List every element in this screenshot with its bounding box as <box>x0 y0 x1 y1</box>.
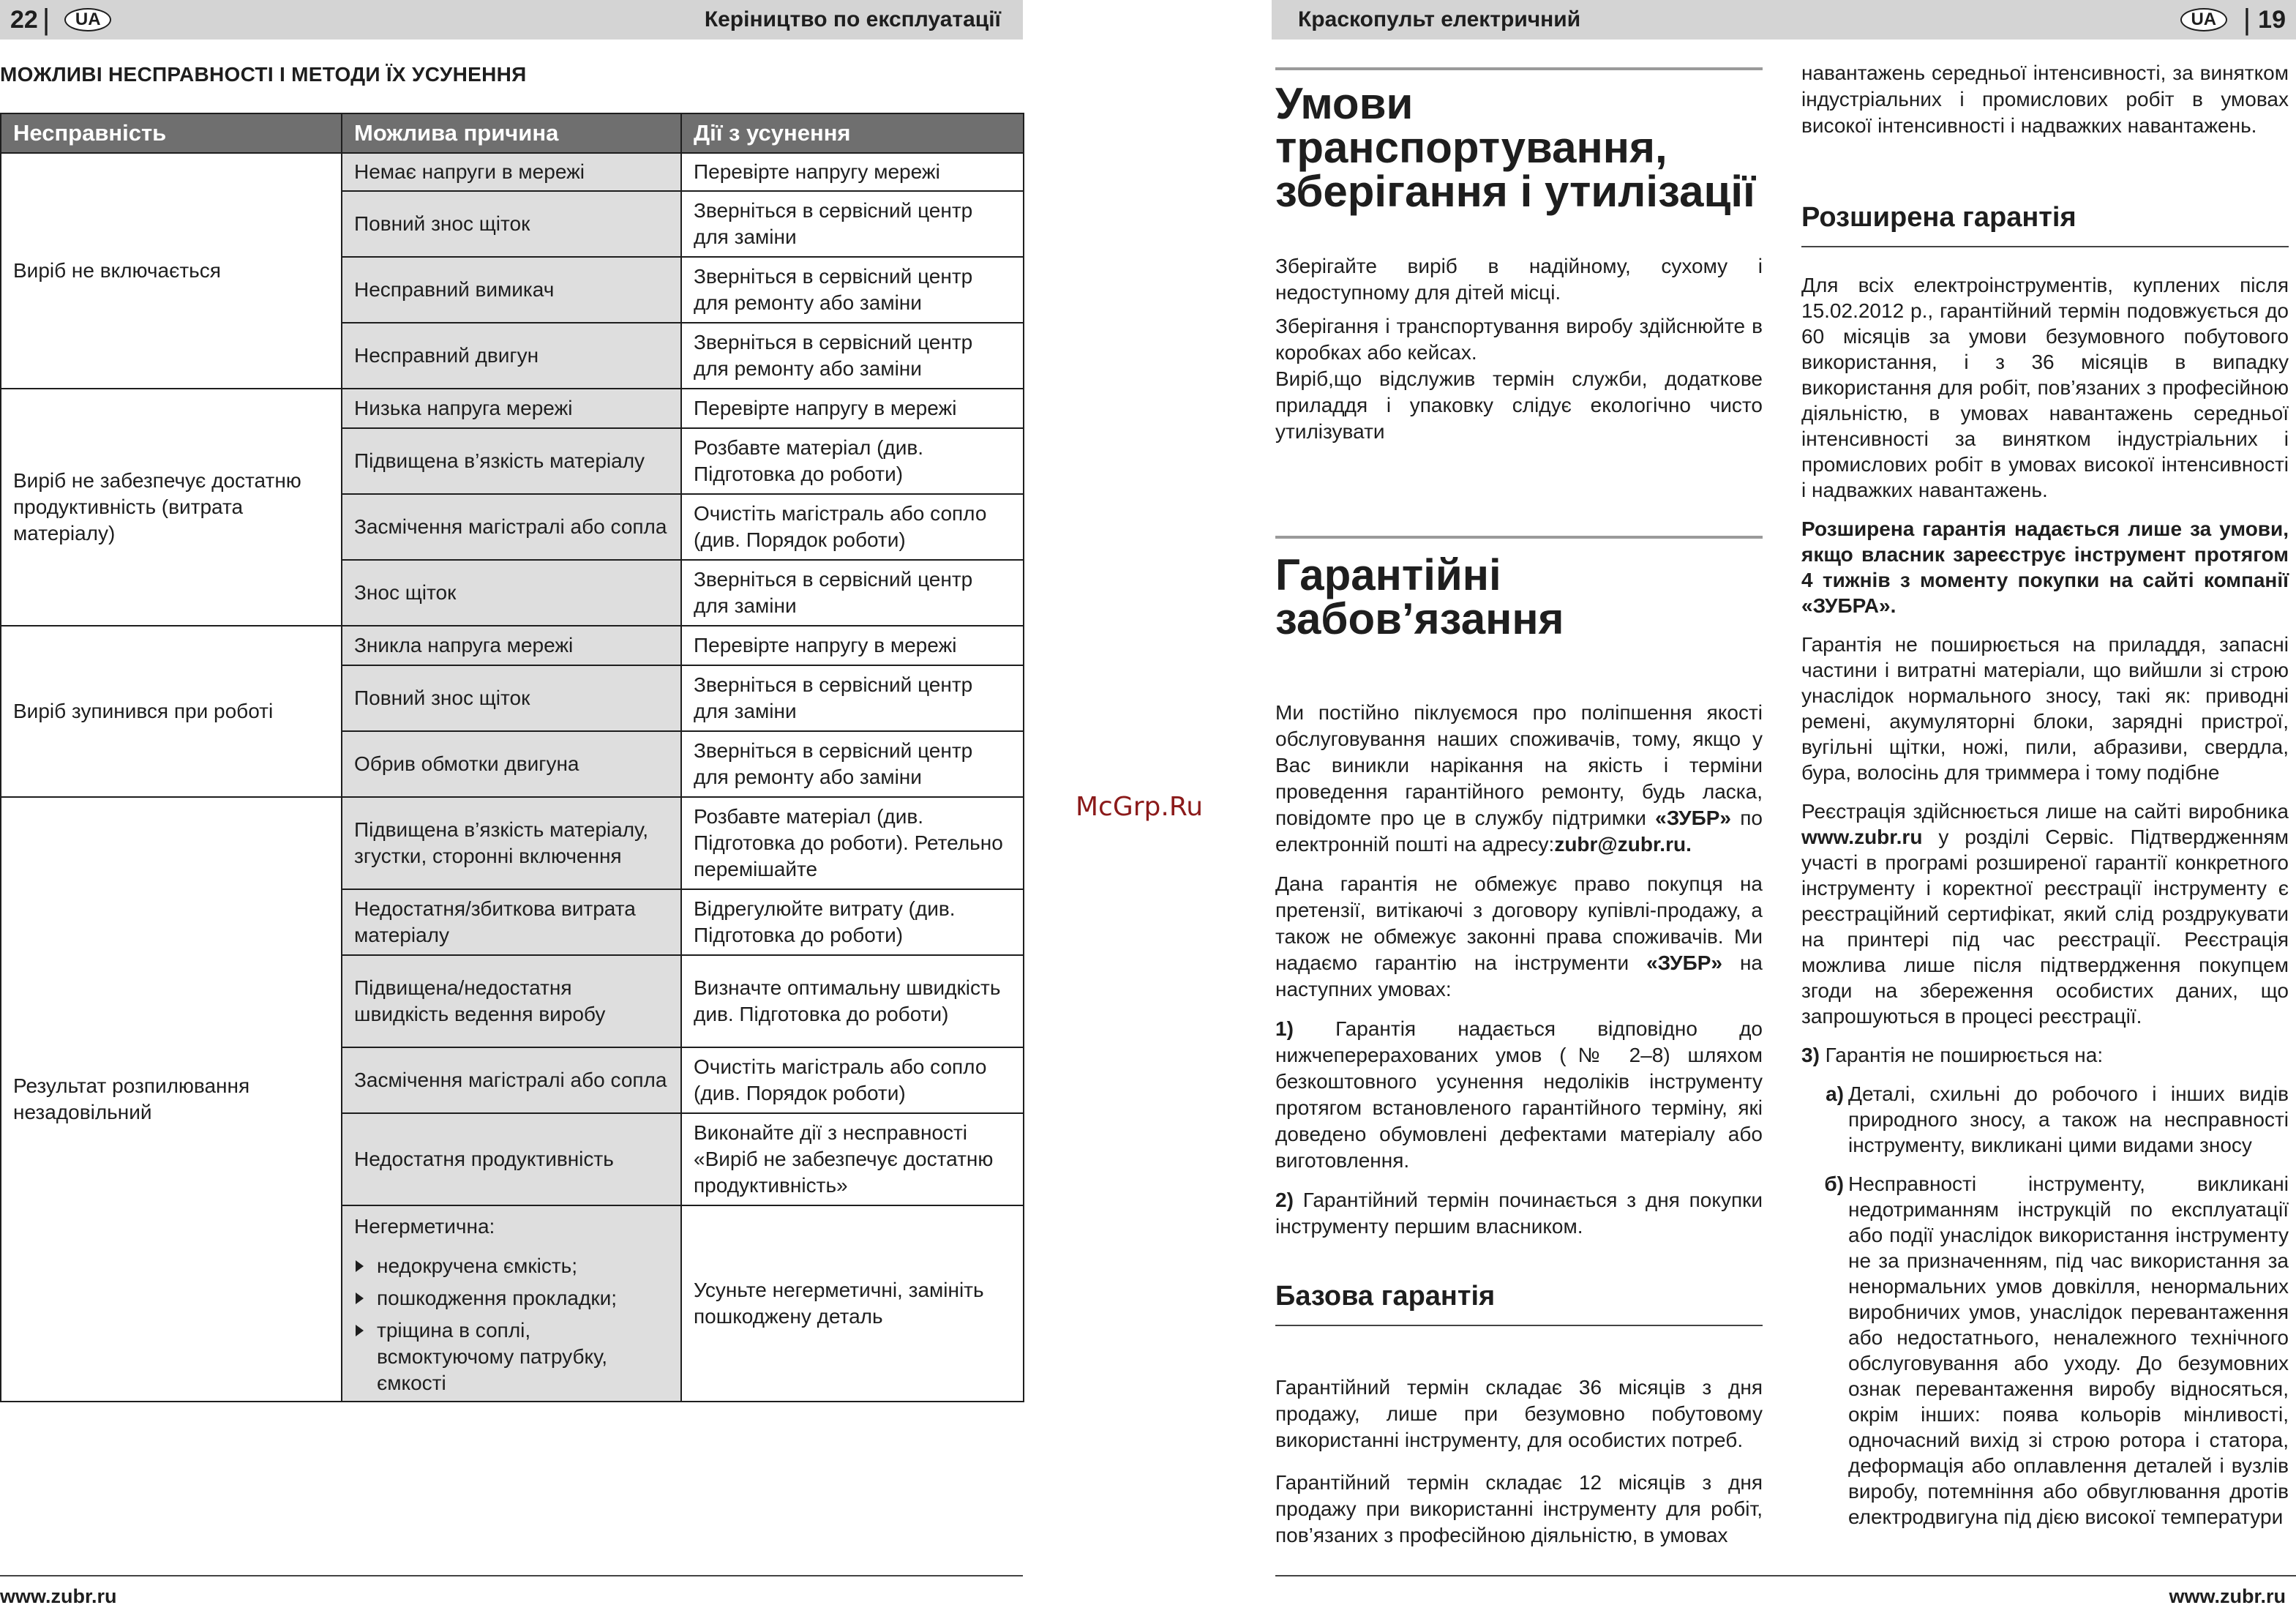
table-row <box>1 797 1024 889</box>
paragraph: Зберігайте виріб в надійному, сухому і недоступному для дітей місці. <box>1275 255 1763 304</box>
paragraph <box>1275 1187 1763 1240</box>
cause-cell: Підвищена в’язкість матеріалу <box>342 428 681 494</box>
cause-cell: Низька напруга мережі <box>342 389 681 428</box>
heading-base-warranty: Базова гарантія <box>1275 1281 1496 1312</box>
column-2-continuation <box>1801 60 2289 152</box>
paragraph <box>1275 700 1763 858</box>
heading-rule <box>1801 246 2289 247</box>
text-run: Гарантія надається відповідно до нижчеперерахованих умов (№ 2–8) шляхом безкоштовного усунення недоліків інструменту протягом встановленого гарантійного терміну, які доведено обумовлені дефектами матеріалу або виготовлення. <box>1275 1017 1763 1172</box>
paragraph <box>1275 871 1763 1003</box>
bullet-text: пошкодження прокладки; <box>377 1287 618 1309</box>
watermark: McGrp.Ru <box>1076 792 1204 822</box>
right-header-bar <box>1272 0 2296 40</box>
action-cell: Відрегулюйте витрату (див. Підготовка до роботи) <box>681 889 1024 955</box>
brand-name: «ЗУБР» <box>1646 951 1722 974</box>
list-text: Несправності інструменту, викликані недотриманням інструкцій по експлуатації або події унаслідок використання інструменту не за призначенням, під час використання за ненормальних умов довкілля, ненормальних виробничих умов, унаслідок перевантаження або недостатнього, неналежного технічного обслуговування або уходу. До безумовних ознак перевантаження виробу відносяться, окрім інших: поява кольорів мінливості, одночасний вихід зі строю ротора і статора, деформація або оплавлення деталей і вузлів виробу, потемніння або обвуглювання дротів електродвигуна під дією високої температури <box>1848 1172 2289 1528</box>
column-header-fault: Несправність <box>1 113 342 153</box>
action-cell: Зверніться в сервісний центр для заміни <box>681 191 1024 257</box>
base-warranty-text <box>1275 1374 1763 1562</box>
list-label: а) <box>1826 1082 1844 1105</box>
transport-text <box>1275 253 1763 458</box>
paragraph: Гарантія не поширюється на приладдя, запасні частини і витратні матеріали, що вийшли зі строю унаслідок нормального зносу, такі як: приводні ремені, акумуляторні блоки, зарядні пристрої, вугільні щітки, ножі, пили, абразиви, свердла, бура, волосінь для триммера і тому подібне <box>1801 633 2289 784</box>
text-run: Гарантійний термін починається з дня покупки інструменту першим власником. <box>1275 1189 1763 1238</box>
footer-rule <box>1275 1575 2296 1576</box>
paragraph: Гарантійний термін складає 36 місяців з дня продажу, лише при безумовно побутовому використанні інструменту, для особистих потреб. <box>1275 1376 1763 1451</box>
action-cell: Розбавте матеріал (див. Підготовка до роботи). Ретельно перемішайте <box>681 797 1024 889</box>
paragraph <box>1275 1016 1763 1174</box>
cause-cell: Обрив обмотки двигуна <box>342 731 681 797</box>
cause-cell: Підвищена в’язкість матеріалу, згустки, сторонні включення <box>342 797 681 889</box>
cause-cell: Зникла напруга мережі <box>342 626 681 665</box>
table-row <box>1 626 1024 665</box>
action-cell: Зверніться в сервісний центр для ремонту або заміни <box>681 731 1024 797</box>
clause-number: 1) <box>1275 1017 1294 1040</box>
action-cell: Зверніться в сервісний центр для ремонту або заміни <box>681 323 1024 389</box>
cause-lead: Негерметична: <box>354 1215 495 1238</box>
cause-cell: Немає напруги в мережі <box>342 153 681 191</box>
action-cell: Зверніться в сервісний центр для заміни <box>681 560 1024 626</box>
paragraph: Виріб,що відслужив термін служби, додаткове приладдя і упаковку слідує екологічно чисто утилізувати <box>1275 367 1763 443</box>
cause-cell: Несправний двигун <box>342 323 681 389</box>
warranty-text <box>1275 700 1763 1253</box>
cause-cell: Недостатня продуктивність <box>342 1113 681 1205</box>
website-link[interactable]: www.zubr.ru <box>1801 826 1923 848</box>
table-row <box>1 389 1024 428</box>
text-run: Ми постійно піклуємося про поліпшення якості обслуговування наших споживачів, тому, якщо у Вас виникли нарікання на якість і терміни проведення гарантійного ремонту, будь ласка, повідомте про це в службу підтримки <box>1275 701 1763 829</box>
cause-cell: Повний знос щіток <box>342 665 681 731</box>
paragraph: навантажень середньої інтенсивності, за винятком індустріальних і промислових робіт в умовах високої інтенсивності і надважких навантажень. <box>1801 61 2289 137</box>
page-number-divider: | <box>42 3 50 36</box>
troubleshooting-table <box>0 113 1024 1402</box>
paragraph: Гарантійний термін складає 12 місяців з дня продажу при використанні інструменту для робіт, пов’язаних з професійною діяльністю, в умовах <box>1275 1471 1763 1546</box>
paragraph <box>1801 1042 2289 1068</box>
heading-warranty: Гарантійні забов’язання <box>1275 550 1564 643</box>
action-cell: Розбавте матеріал (див. Підготовка до роботи) <box>681 428 1024 494</box>
bullet-triangle-icon <box>356 1325 364 1336</box>
text-run: Дана гарантія не обмежує право покупця на претензії, витікаючі з договору купівлі-продажу, а також не обмежує законні права споживачів. Ми надаємо гарантію на інструменти <box>1275 872 1763 974</box>
list-item <box>354 1253 669 1279</box>
text-run: на наступних умовах: <box>1275 951 1763 1000</box>
table-row <box>1 153 1024 191</box>
text-run: Гарантія не поширюється на: <box>1819 1044 2104 1066</box>
bullet-text: недокручена ємкість; <box>377 1254 578 1277</box>
action-cell: Зверніться в сервісний центр для ремонту або заміни <box>681 257 1024 323</box>
section-title: МОЖЛИВІ НЕСПРАВНОСТІ І МЕТОДИ ЇХ УСУНЕННЯ <box>0 63 527 86</box>
list-item <box>354 1317 669 1396</box>
heading-transport: Умови транспортування, зберігання і утилізації <box>1275 79 1755 216</box>
language-badge: UA <box>64 8 111 31</box>
column-header-action: Дії з усунення <box>681 113 1024 153</box>
page-number-divider: | <box>2243 3 2251 36</box>
action-cell: Очистіть магістраль або сопло (див. Порядок роботи) <box>681 494 1024 560</box>
heading-rule <box>1275 1325 1763 1326</box>
footer-url[interactable]: www.zubr.ru <box>0 1585 117 1607</box>
action-cell: Перевірте напругу мережі <box>681 153 1024 191</box>
text-run: Реєстрація здійснюється лише на сайті виробника <box>1801 800 2289 823</box>
paragraph: Зберігання і транспортування виробу здійснюйте в коробках або кейсах. <box>1275 315 1763 364</box>
bullet-triangle-icon <box>356 1260 364 1272</box>
clause-number: 2) <box>1275 1189 1294 1211</box>
heading-extended-warranty: Розширена гарантія <box>1801 202 2076 233</box>
bullet-triangle-icon <box>356 1293 364 1304</box>
cause-cell: Засмічення магістралі або сопла <box>342 1047 681 1113</box>
list-item <box>354 1285 669 1312</box>
cause-cell: Недостатня/збиткова витрата матеріалу <box>342 889 681 955</box>
cause-cell: Несправний вимикач <box>342 257 681 323</box>
header-title: Краскопульт електричний <box>1298 7 1581 31</box>
cause-cell <box>342 1205 681 1402</box>
heading-rule <box>1275 67 1763 70</box>
list-label: б) <box>1824 1172 1844 1195</box>
header-title: Керіництво по експлуатації <box>704 7 1001 31</box>
paragraph <box>1801 798 2289 1029</box>
list-item <box>1801 1081 2289 1158</box>
heading-rule <box>1275 536 1763 539</box>
left-header-bar <box>0 0 1023 40</box>
action-cell: Очистіть магістраль або сопло (див. Порядок роботи) <box>681 1047 1024 1113</box>
action-cell: Виконайте дії з несправності «Виріб не забезпечує достатню продуктивність» <box>681 1113 1024 1205</box>
page-number: 19 <box>2258 5 2286 34</box>
action-cell: Зверніться в сервісний центр для заміни <box>681 665 1024 731</box>
action-cell: Визначте оптимальну швидкість див. Підготовка до роботи) <box>681 955 1024 1047</box>
action-cell: Усуньте негерметичні, замініть пошкоджену деталь <box>681 1205 1024 1402</box>
fault-cell: Результат розпилювання незадовільний <box>1 797 342 1402</box>
fault-cell: Виріб не забезпечує достатню продуктивність (витрата матеріалу) <box>1 389 342 626</box>
action-cell: Перевірте напругу в мережі <box>681 626 1024 665</box>
text-run: у розділі Сервіс. Підтвердженням участі в програмі розширеної гарантії конкретного інструменту і коректної реєстрації інструменту є реєстраційний сертифікат, який слід роздрукувати на принтері під час реєстрації. Реєстрація можлива лише після підтвердження покупцем згоди на збереження особистих даних, що запрошуються в процесі реєстрації. <box>1801 826 2289 1028</box>
paragraph-bold: Розширена гарантія надається лише за умови, якщо власник зареєструє інструмент протягом 4 тижнів з моменту покупки на сайті компанії «ЗУБРА». <box>1801 517 2289 617</box>
left-page <box>0 0 1024 1616</box>
list-item <box>1801 1171 2289 1530</box>
paragraph: Для всіх електроінструментів, куплених після 15.02.2012 р., гарантійний термін подовжується до 60 місяців за умови безумовного побутового використання, і з 36 місяців в випадку використання для робіт, пов’язаних з професійною діяльністю, в умовах навантажень середньої інтенсивності за винятком індустріальних і промислових робіт в умовах високої інтенсивності і надважких навантажень. <box>1801 274 2289 501</box>
bullet-text: тріщина в соплі, всмоктуючому патрубку, ємкості <box>377 1319 608 1394</box>
right-page <box>1272 0 2296 1616</box>
action-cell: Перевірте напругу в мережі <box>681 389 1024 428</box>
list-text: Деталі, схильні до робочого і інших видів природного зносу, а також на несправності інструменту, викликані цими видами зносу <box>1848 1082 2289 1156</box>
extended-warranty-text <box>1801 272 2289 1530</box>
brand-name: «ЗУБР» <box>1655 807 1731 829</box>
column-header-cause: Можлива причина <box>342 113 681 153</box>
table-header-row <box>1 113 1024 153</box>
cause-cell: Знос щіток <box>342 560 681 626</box>
cause-cell: Підвищена/недостатня швидкість ведення виробу <box>342 955 681 1047</box>
cause-cell: Повний знос щіток <box>342 191 681 257</box>
footer-rule <box>0 1575 1023 1576</box>
page-number: 22 <box>10 5 38 34</box>
clause-number: 3) <box>1801 1044 1820 1066</box>
fault-cell: Виріб зупинився при роботі <box>1 626 342 797</box>
language-badge: UA <box>2180 8 2227 31</box>
footer-url[interactable]: www.zubr.ru <box>2169 1585 2286 1607</box>
email-link[interactable]: zubr@zubr.ru. <box>1554 833 1692 856</box>
cause-cell: Засмічення магістралі або сопла <box>342 494 681 560</box>
text-run: по електронній пошті на адресу: <box>1275 807 1763 856</box>
fault-cell: Виріб не включається <box>1 153 342 389</box>
